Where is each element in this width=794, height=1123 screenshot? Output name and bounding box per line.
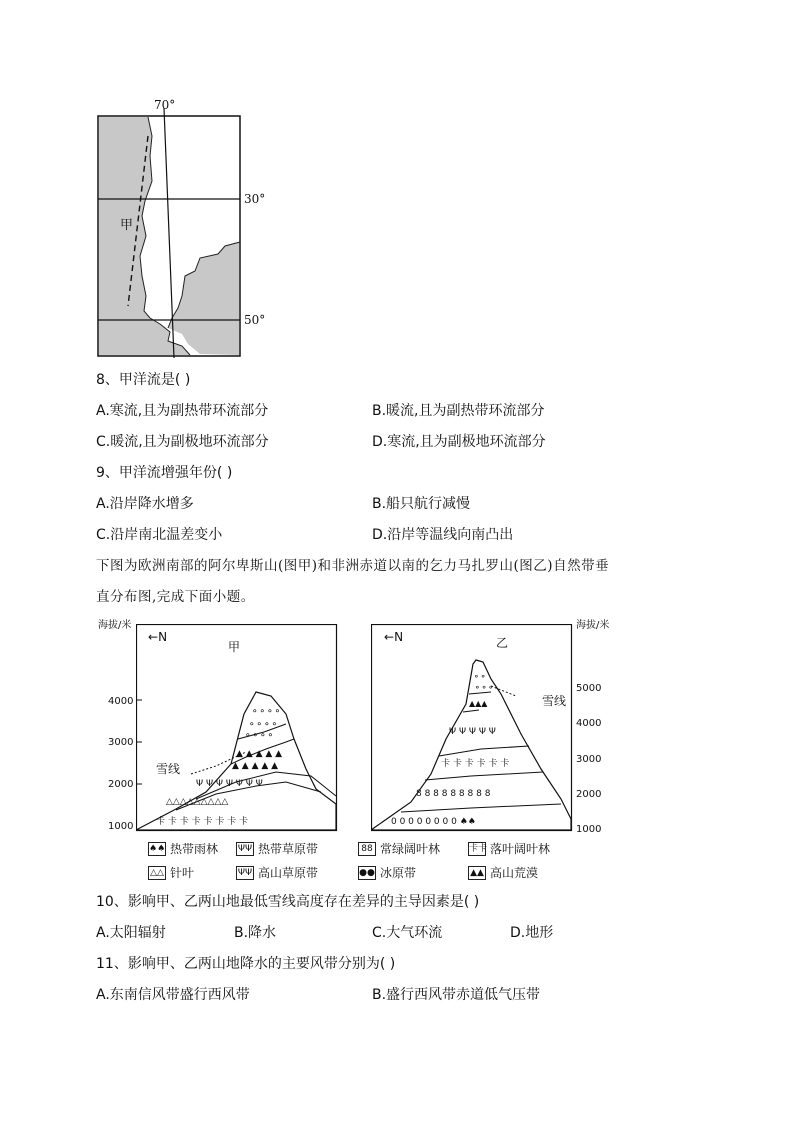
right-tick-5000: 5000 [576, 683, 602, 694]
north-arrow-icon: ← [148, 630, 159, 644]
svg-text:⚬⚬⚬⚬: ⚬⚬⚬⚬ [251, 707, 282, 717]
legend-item-deciduous: 卡卡 落叶阔叶林 [469, 842, 551, 856]
rainforest-icon: ♠♠ [149, 843, 166, 854]
q10-option-b[interactable]: B.降水 [234, 925, 277, 941]
panel-a-north-label: ←N [148, 630, 168, 644]
south-america-map [90, 96, 290, 366]
panel-a-snowline-label: 雪线 [156, 762, 181, 776]
panel-a-label: 甲 [228, 640, 241, 654]
q8-option-c[interactable]: C.暖流,且为副极地环流部分 [96, 434, 269, 450]
latitude-50-label: 50° [244, 313, 266, 327]
legend-item-alpine-meadow: ΨΨ 高山草原带 [237, 866, 319, 880]
svg-text:▲ ▲ ▲ ▲ ▲: ▲ ▲ ▲ ▲ ▲ [236, 749, 283, 759]
svg-text:0 0 0 0 0 0 0 0 ♠♠: 0 0 0 0 0 0 0 0 ♠♠ [391, 817, 476, 827]
left-tick-1000: 1000 [108, 821, 134, 832]
left-tick-4000: 4000 [108, 696, 134, 707]
q8-option-b[interactable]: B.暖流,且为副热带环流部分 [372, 403, 545, 419]
svg-text:⚬⚬⚬: ⚬⚬⚬ [474, 683, 495, 692]
q11-option-b[interactable]: B.盛行西风带赤道低气压带 [372, 987, 541, 1003]
svg-text:⚬⚬⚬⚬: ⚬⚬⚬⚬ [248, 720, 279, 730]
intro-line-1: 下图为欧洲南部的阿尔卑斯山(图甲)和非洲赤道以南的乞力马扎罗山(图乙)自然带垂 [96, 558, 610, 574]
svg-text:Ψ Ψ Ψ Ψ Ψ Ψ Ψ: Ψ Ψ Ψ Ψ Ψ Ψ Ψ [196, 779, 263, 789]
left-axis-title: 海拔/米 [98, 620, 132, 631]
legend-item-rainforest: ♠♠ 热带雨林 [149, 842, 219, 856]
legend-item-alpine-desert: ▲▲ 高山荒漠 [468, 864, 538, 881]
legend-item-evergreen: 88 常绿阔叶林 [358, 840, 440, 857]
left-tick-2000: 2000 [108, 779, 134, 790]
question-11-stem: 11、影响甲、乙两山地降水的主要风带分别为( ) [96, 956, 396, 972]
alpine-desert-icon: ▲▲ [468, 866, 486, 880]
alpine-meadow-icon: ΨΨ [237, 867, 253, 878]
panel-b-label: 乙 [496, 636, 509, 650]
right-tick-2000: 2000 [576, 789, 602, 800]
q10-option-d[interactable]: D.地形 [510, 925, 554, 941]
right-tick-1000: 1000 [576, 824, 602, 835]
q8-option-a[interactable]: A.寒流,且为副热带环流部分 [96, 403, 269, 419]
ice-field-icon: ●● [359, 867, 375, 878]
q8-option-d[interactable]: D.寒流,且为副极地环流部分 [372, 434, 546, 450]
svg-text:▲ ▲ ▲ ▲ ▲: ▲ ▲ ▲ ▲ ▲ [232, 761, 279, 771]
right-tick-3000: 3000 [576, 754, 602, 765]
q9-option-c[interactable]: C.沿岸南北温差变小 [96, 527, 223, 543]
panel-b-snowline-label: 雪线 [542, 694, 567, 708]
north-arrow-icon-b: ← [384, 630, 395, 644]
question-10-stem: 10、影响甲、乙两山地最低雪线高度存在差异的主导因素是( ) [96, 894, 480, 910]
right-axis-title: 海拔/米 [576, 620, 610, 631]
right-tick-4000: 4000 [576, 718, 602, 729]
svg-text:⚬⚬⚬⚬: ⚬⚬⚬⚬ [244, 731, 275, 741]
legend-item-conifer: △△ 针叶 [148, 864, 194, 881]
savanna-icon: ΨΨ [237, 843, 253, 854]
q10-option-a[interactable]: A.太阳辐射 [96, 925, 166, 941]
conifer-icon: △△ [148, 866, 166, 880]
svg-text:卡 卡 卡 卡 卡 卡 卡 卡: 卡 卡 卡 卡 卡 卡 卡 卡 [156, 817, 249, 827]
svg-text:8 8 8 8 8 8 8 8 8: 8 8 8 8 8 8 8 8 8 [416, 789, 491, 799]
q9-option-d[interactable]: D.沿岸等温线向南凸出 [372, 527, 514, 543]
question-9-stem: 9、甲洋流增强年份( ) [96, 465, 233, 481]
latitude-30-label: 30° [244, 192, 266, 206]
svg-text:△△△△△△△△△: △△△△△△△△△ [166, 797, 229, 807]
deciduous-icon: 卡卡 [469, 843, 488, 854]
intro-line-2: 直分布图,完成下面小题。 [96, 589, 255, 605]
legend-item-ice: ●● 冰原带 [359, 866, 417, 880]
svg-text:⚬⚬: ⚬⚬ [473, 672, 487, 681]
question-8-stem: 8、甲洋流是( ) [96, 372, 191, 388]
legend-item-savanna: ΨΨ 热带草原带 [237, 842, 319, 856]
panel-b-north-label: ←N [384, 630, 404, 644]
left-tick-3000: 3000 [108, 737, 134, 748]
current-label: 甲 [120, 218, 134, 233]
q11-option-a[interactable]: A.东南信风带盛行西风带 [96, 987, 250, 1003]
q9-option-a[interactable]: A.沿岸降水增多 [96, 496, 194, 512]
svg-text:▲▲▲: ▲▲▲ [469, 699, 488, 708]
longitude-label: 70° [154, 98, 176, 112]
zonation-diagram [96, 612, 636, 887]
q10-option-c[interactable]: C.大气环流 [372, 925, 443, 941]
q9-option-b[interactable]: B.船只航行减慢 [372, 496, 471, 512]
svg-text:卡 卡 卡 卡 卡 卡: 卡 卡 卡 卡 卡 卡 [441, 759, 510, 769]
svg-text:Ψ Ψ Ψ Ψ Ψ: Ψ Ψ Ψ Ψ Ψ [449, 727, 496, 737]
panel-b-mountain [371, 624, 573, 832]
panel-a-mountain [136, 624, 338, 832]
evergreen-icon: 88 [358, 842, 376, 856]
